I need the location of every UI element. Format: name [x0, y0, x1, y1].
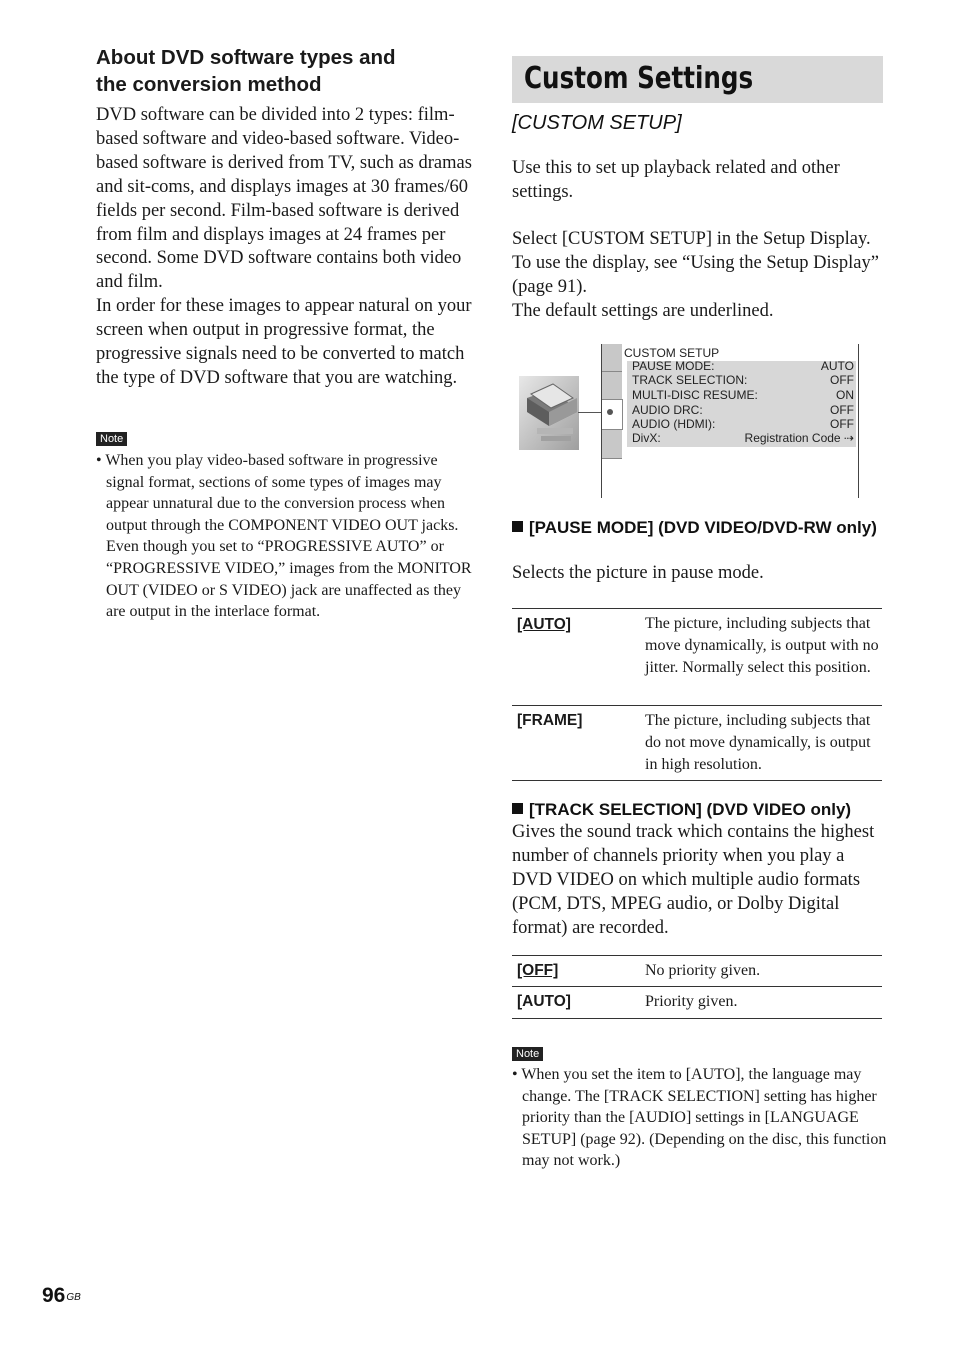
option-key: [FRAME] [517, 712, 583, 729]
osd-label: PAUSE MODE: [632, 359, 715, 373]
track-selection-heading [512, 798, 884, 821]
table-rule [512, 705, 882, 706]
osd-title: CUSTOM SETUP [624, 346, 720, 360]
table-rule [512, 955, 882, 956]
instruction-line: The default settings are underlined. [512, 300, 774, 321]
osd-frame-right [858, 344, 859, 498]
osd-value: OFF [830, 373, 854, 387]
osd-row-pause-mode [632, 359, 854, 374]
osd-label: TRACK SELECTION: [632, 373, 748, 387]
osd-label: AUDIO DRC: [632, 403, 703, 417]
option-description: The picture, including subjects that do not move dynamically, is output in high resolution. [645, 712, 871, 773]
osd-value: OFF [830, 417, 854, 431]
osd-value: AUTO [820, 359, 854, 373]
note-body: When you set the item to [AUTO], the language may change. The [TRACK SELECTION] setting has higher priority than the [AUDIO] settings in [LANGUAGE SETUP] (page 92). (Depending on the disc, this function may not work.) [521, 1066, 887, 1170]
note-text [96, 450, 478, 623]
track-selection-description: Gives the sound track which contains the highest number of channels priority when you play a DVD VIDEO on which multiple audio formats (PCM, DTS, MPEG audio, or Dolby Digital format) are recorded. [512, 822, 875, 938]
section-heading-about-dvd [96, 44, 476, 98]
pointer-dot [607, 409, 613, 415]
option-description: No priority given. [645, 962, 761, 979]
osd-label: DivX: [632, 431, 661, 445]
bullet: • [512, 1066, 522, 1083]
table-rule [512, 1018, 882, 1019]
osd-tab [602, 344, 622, 372]
table-rule [512, 780, 882, 781]
page-title: Custom Settings [524, 61, 754, 96]
note-badge: Note [96, 432, 127, 446]
pause-mode-description: Selects the picture in pause mode. [512, 563, 764, 583]
setup-toolbox-icon [517, 372, 583, 454]
osd-row-multi-disc-resume [632, 388, 854, 403]
table-rule [512, 608, 882, 609]
paragraph: DVD software can be divided into 2 types: film-based software and video-based software. Video-based software is derived from TV, such as dramas and sit-coms, and displays images at 30 frames/60 fields per second. Film-based software is derived from film and displays images at 24 frames per second. Some DVD software contains both video and film. [96, 105, 472, 293]
option-description: The picture, including subjects that move dynamically, is output with no jitter. Normally select this position. [645, 615, 879, 676]
osd-value: Registration Code ⇢ [744, 431, 854, 445]
option-key: [OFF] [517, 962, 559, 979]
heading-text: [PAUSE MODE] (DVD VIDEO/DVD-RW only) [529, 518, 877, 537]
note-body: When you play video-based software in progressive signal format, sections of some types of images may appear unnatural due to the conversion process when output through the COMPONENT VIDEO OUT jacks. Even though you set to “PROGRESSIVE AUTO” or “PROGRESSIVE VIDEO,” images from the MONITOR OUT (VIDEO or S VIDEO) jack are unaffected as they are output in the interlace format. [105, 452, 472, 621]
page-number [42, 1282, 81, 1310]
option-description: Priority given. [645, 993, 738, 1010]
osd-tab [602, 430, 622, 459]
osd-row-divx [632, 431, 854, 446]
osd-value: ON [836, 388, 854, 402]
about-body [96, 104, 474, 391]
osd-value: OFF [830, 403, 854, 417]
osd-row-track-selection [632, 373, 854, 388]
square-bullet-icon [512, 521, 523, 532]
pause-mode-heading [512, 516, 884, 539]
heading-text: [TRACK SELECTION] (DVD VIDEO only) [529, 800, 852, 819]
paragraph: In order for these images to appear natural on your screen when output in progressive format, the progressive signals need to be converted to match the type of DVD software that you are watching. [96, 296, 472, 388]
instructions [512, 228, 884, 324]
osd-label: MULTI-DISC RESUME: [632, 388, 758, 402]
page-region: GB [66, 1292, 81, 1303]
custom-setup-heading: [CUSTOM SETUP] [512, 112, 682, 134]
table-rule [512, 986, 882, 987]
bullet: • [96, 452, 106, 469]
osd-label: AUDIO (HDMI): [632, 417, 716, 431]
option-key: [AUTO] [517, 993, 571, 1010]
osd-tab [602, 372, 622, 400]
square-bullet-icon [512, 803, 523, 814]
option-key: [AUTO] [517, 616, 571, 633]
osd-row-audio-drc [632, 403, 854, 418]
instruction-line: To use the display, see “Using the Setup Display” (page 91). [512, 252, 879, 297]
note-badge: Note [512, 1047, 543, 1061]
heading-line: the conversion method [96, 73, 322, 96]
heading-line: About DVD software types and [96, 46, 396, 69]
note-text [512, 1064, 894, 1172]
osd-tab-selected [602, 399, 623, 430]
instruction-line: Select [CUSTOM SETUP] in the Setup Display. [512, 229, 871, 249]
page-number-value: 96 [42, 1284, 66, 1307]
osd-row-audio-hdmi [632, 417, 854, 432]
intro-text: Use this to set up playback related and other settings. [512, 158, 840, 202]
